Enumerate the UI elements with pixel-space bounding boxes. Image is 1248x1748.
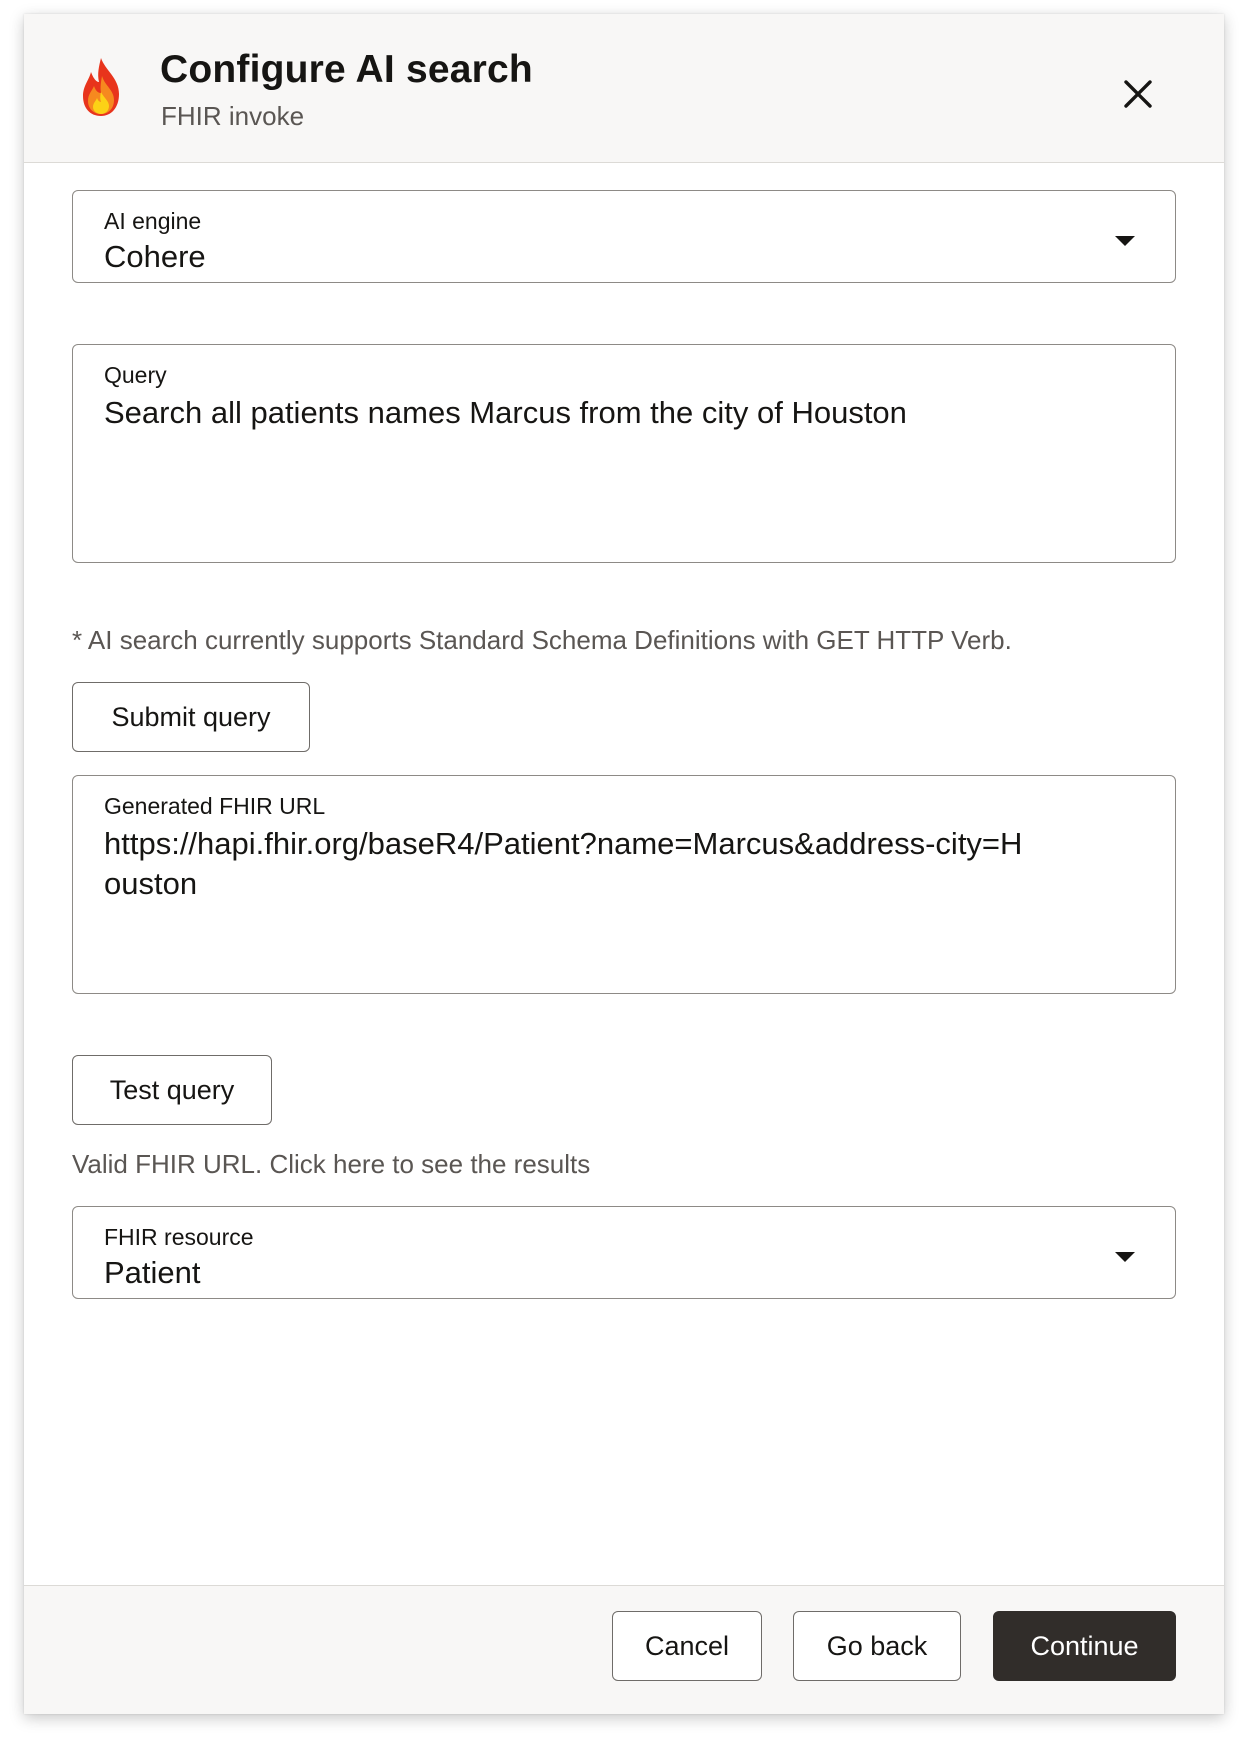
dialog-subtitle: FHIR invoke [161, 101, 305, 131]
ai-engine-select[interactable] [72, 190, 1176, 283]
dialog-header [24, 14, 1224, 163]
dialog-footer [24, 1585, 1224, 1714]
configure-ai-search-dialog [24, 14, 1224, 1714]
chevron-down-icon [1115, 236, 1135, 246]
generated-url-value: https://hapi.fhir.org/baseR4/Patient?name=Marcus&address-city=Houston [104, 826, 1023, 901]
fhir-resource-value: Patient [104, 1255, 201, 1290]
fhir-resource-label: FHIR resource [104, 1224, 254, 1250]
ai-engine-value: Cohere [104, 239, 206, 274]
flame-icon [79, 56, 123, 118]
ai-engine-label: AI engine [104, 208, 202, 234]
test-query-button[interactable]: Test query [72, 1055, 272, 1125]
chevron-down-icon [1115, 1252, 1135, 1262]
query-label: Query [104, 362, 167, 388]
continue-button[interactable]: Continue [993, 1611, 1176, 1681]
valid-url-message[interactable]: Valid FHIR URL. Click here to see the results [72, 1149, 591, 1179]
generated-url-label: Generated FHIR URL [104, 793, 326, 819]
dialog-title: Configure AI search [160, 48, 533, 91]
cancel-button[interactable]: Cancel [612, 1611, 762, 1681]
query-textarea[interactable] [72, 344, 1176, 563]
ai-search-note: * AI search currently supports Standard Schema Definitions with GET HTTP Verb. [72, 625, 1012, 655]
generated-fhir-url-field[interactable] [72, 775, 1176, 994]
fhir-resource-select[interactable] [72, 1206, 1176, 1299]
go-back-button[interactable]: Go back [793, 1611, 961, 1681]
close-icon[interactable] [1112, 68, 1164, 120]
submit-query-button[interactable]: Submit query [72, 682, 310, 752]
query-value: Search all patients names Marcus from the city of Houston [104, 395, 907, 430]
